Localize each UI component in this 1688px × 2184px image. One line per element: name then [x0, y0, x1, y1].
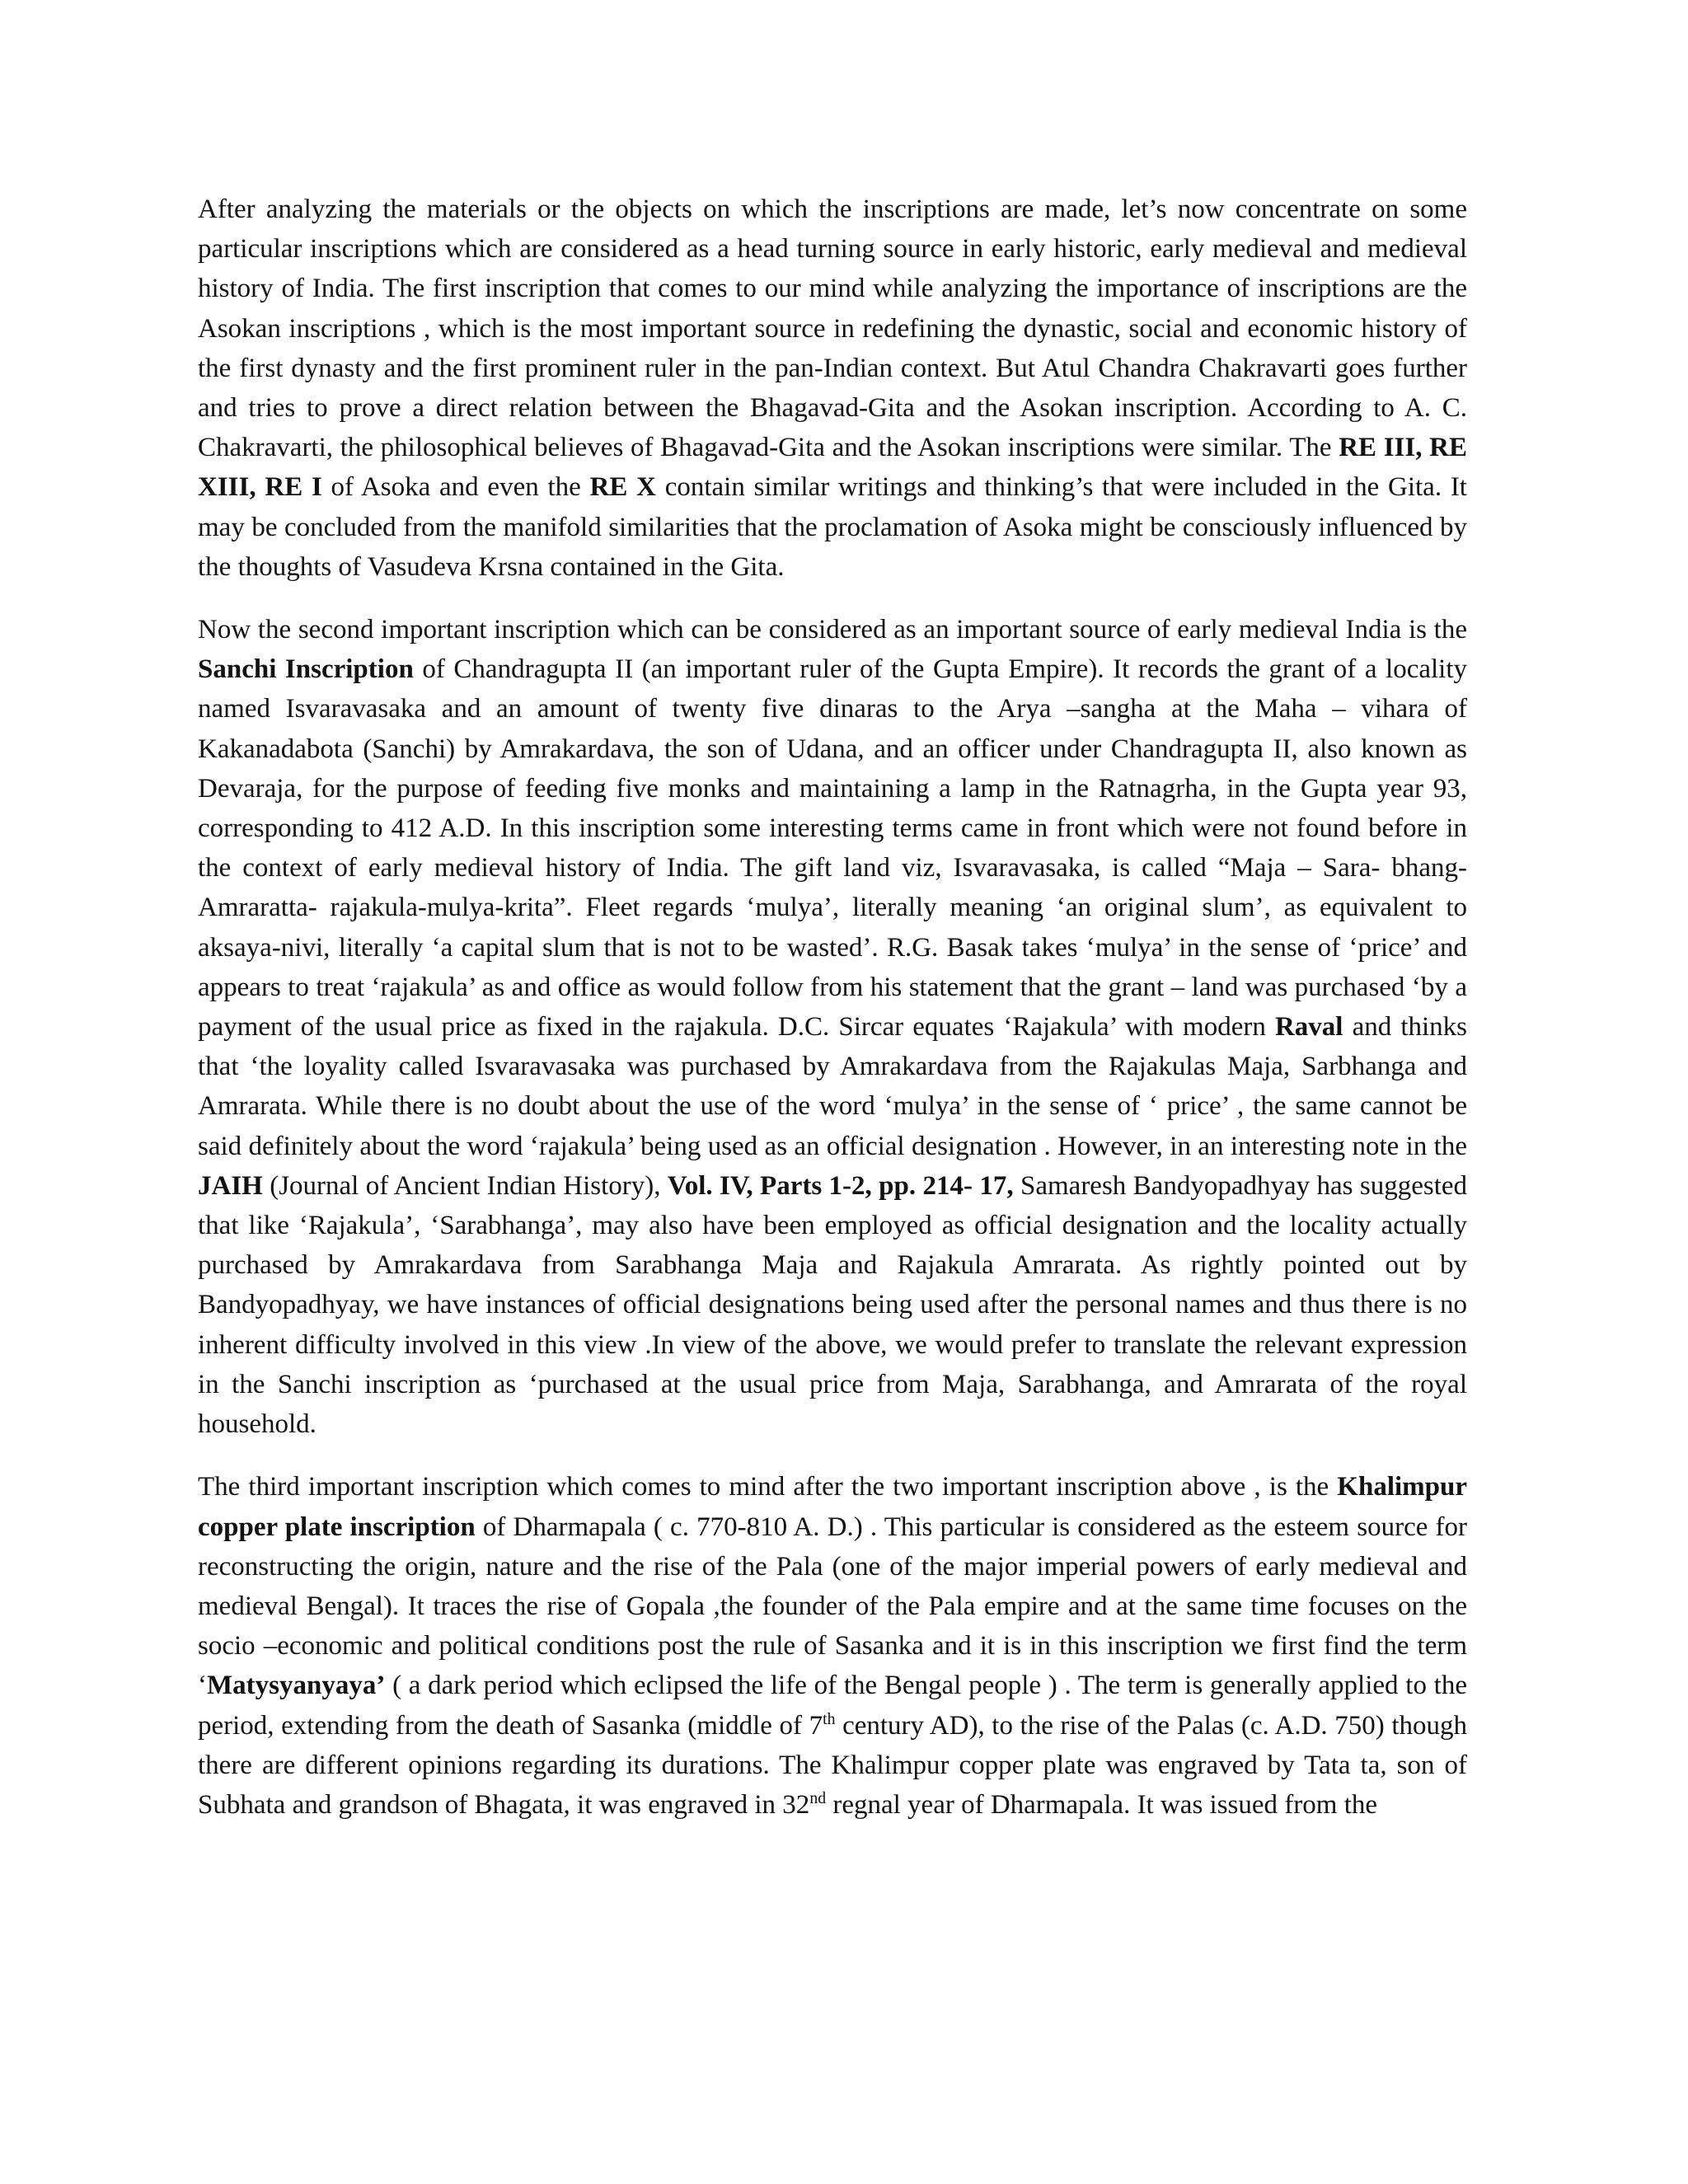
bold-text: JAIH: [198, 1170, 263, 1201]
bold-text: Khalimpur copper plate inscription: [198, 1472, 1467, 1542]
text-run: contain similar writings and thinking’s that were included in the Gita. It may be concluded from the manifold similarities that the proclamation of Asoka might be consciously influenced by the thoughts of Vasudeva Krsna contained in the Gita.: [198, 472, 1467, 582]
document-page: [198, 190, 1467, 1848]
paragraph-asokan-inscriptions: [198, 190, 1467, 587]
text-run: The third important inscription which comes to mind after the two important inscription above , is the: [198, 1472, 1338, 1502]
text-run: of Chandragupta II (an important ruler of the Gupta Empire). It records the grant of a locality named Isvaravasaka and an amount of twenty five dinaras to the Arya –sangha at the Maha – vihara of Kakanadabota (Sanchi) by Amrakardava, the son of Udana, and an officer under Chandragupta II, also known as Devaraja, for the purpose of feeding five monks and maintaining a lamp in the Ratnagrha, in the Gupta year 93, corresponding to 412 A.D. In this inscription some interesting terms came in front which were not found before in the context of early medieval history of India. The gift land viz, Isvaravasaka, is called “Maja – Sara- bhang- Amraratta- rajakula-mulya-krita”. Fleet regards ‘mulya’, literally meaning ‘an original slum’, as equivalent to aksaya-nivi, literally ‘a capital slum that is not to be wasted’. R.G. Basak takes ‘mulya’ in the sense of ‘price’ and appears to treat ‘rajakula’ as and office as would follow from his statement that the grant – land was purchased ‘by a payment of the usual price as fixed in the rajakula. D.C. Sircar equates ‘Rajakula’ with modern: [198, 654, 1467, 1043]
bold-text: RE X: [589, 472, 656, 503]
text-run: and thinks that ‘the loyality called Isvaravasaka was purchased by Amrakardava from the Rajakulas Maja, Sarbhanga and Amrarata. While there is no doubt about the use of the word ‘mulya’ in the sense of ‘ price’ , the same cannot be said definitely about the word ‘rajakula’ being used as an official designation . However, in an interesting note in the: [198, 1012, 1468, 1161]
bold-text: Vol. IV, Parts 1-2, pp. 214- 17,: [667, 1170, 1014, 1201]
bold-text: Matysyanyaya’: [207, 1671, 386, 1701]
bold-text: RE III, RE XIII, RE I: [198, 433, 1468, 503]
text-run: Samaresh Bandyopadhyay has suggested that like ‘Rajakula’, ‘Sarabhanga’, may also have been employed as official designation and the locality actually purchased by Amrakardava from Sarabhanga Maja and Rajakula Amrarata. As rightly pointed out by Bandyopadhyay, we have instances of official designations being used after the personal names and thus there is no inherent difficulty involved in this view .In view of the above, we would prefer to translate the relevant expression in the Sanchi inscription as ‘purchased at the usual price from Maja, Sarabhanga, and Amrarata of the royal household.: [198, 1170, 1468, 1440]
text-run: After analyzing the materials or the objects on which the inscriptions are made, let’s now concentrate on some particular inscriptions which are considered as a head turning source in early historic, early medieval and medieval history of India. The first inscription that comes to our mind while analyzing the importance of inscriptions are the Asokan inscriptions , which is the most important source in redefining the dynastic, social and economic history of the first dynasty and the first prominent ruler in the pan-Indian context. But Atul Chandra Chakravarti goes further and tries to prove a direct relation between the Bhagavad-Gita and the Asokan inscription. According to A. C. Chakravarti, the philosophical believes of Bhagavad-Gita and the Asokan inscriptions were similar. The: [198, 194, 1467, 463]
paragraph-khalimpur-copper-plate: [198, 1467, 1467, 1825]
text-run: ( a dark period which eclipsed the life of the Bengal people ) . The term is generally applied to the period, extending from the death of Sasanka (middle of 7: [198, 1671, 1467, 1741]
text-run: century AD), to the rise of the Palas (c. A.D. 750) though there are different opinions regarding its durations. The Khalimpur copper plate was engraved by Tata ta, son of Subhata and grandson of Bhagata, it was engraved in 32: [198, 1710, 1467, 1820]
text-run: of Asoka and even the: [321, 472, 590, 503]
paragraph-sanchi-inscription: [198, 610, 1467, 1444]
text-run: of Dharmapala ( c. 770-810 A. D.) . This particular is considered as the esteem source for reconstructing the origin, nature and the rise of the Pala (one of the major imperial powers of early medieval and medieval Bengal). It traces the rise of Gopala ,the founder of the Pala empire and at the same time focuses on the socio –economic and political conditions post the rule of Sasanka and it is in this inscription we first find the term ‘: [198, 1511, 1468, 1701]
bold-text: Sanchi Inscription: [198, 654, 414, 685]
bold-text: Raval: [1274, 1012, 1343, 1043]
superscript-text: th: [823, 1709, 836, 1728]
text-run: Now the second important inscription which can be considered as an important source of early medieval India is the: [198, 615, 1467, 645]
superscript-text: nd: [809, 1788, 827, 1807]
text-run: (Journal of Ancient Indian History),: [262, 1170, 668, 1201]
text-run: regnal year of Dharmapala. It was issued from the: [826, 1789, 1378, 1820]
